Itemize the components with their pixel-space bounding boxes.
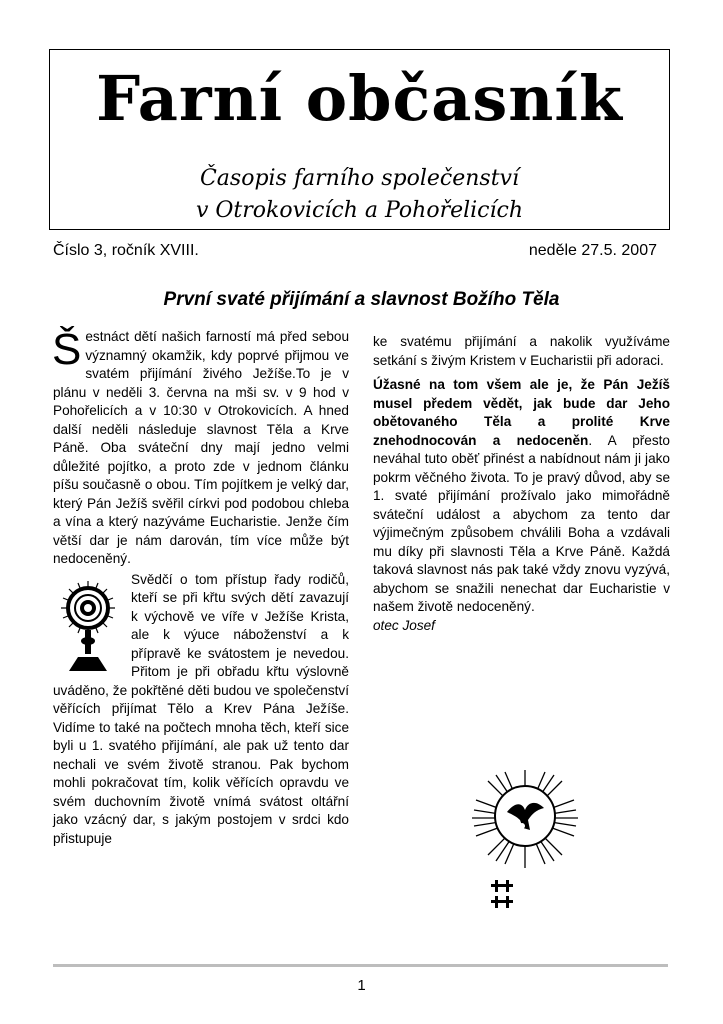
issue-number: Číslo 3, ročník XVIII.	[53, 242, 199, 259]
drop-cap: Š	[52, 325, 82, 374]
newsletter-subtitle-line2: v Otrokovicích a Pohořelicích	[195, 198, 524, 223]
newsletter-subtitle-line1: Časopis farního společenství	[199, 166, 520, 191]
paragraph-4-text: . A přesto neváhal tuto oběť přinést a nabídnout nám ji jako pokrm věčného života. To je pravý důvod, aby se 1. svaté přijímání prožívalo jako mimořádně sváteční událost a abychom za tento dar výjimečným způsobem chválili Boha a vzdávali mu díky při slavnosti Těla a Krve Páně. Každá taková slavnost nás pak také vždy znovu vyzývá, abychom se snažili nenechat dar Eucharistie v našem životě nedoceněný.	[373, 432, 670, 614]
paragraph-1-text: estnáct dětí našich farností má před sebou významný okamžik, kdy poprvé přijmou ve svatém přijímání živého Ježíše.To je v plánu v neděli 3. června na mši sv. v 9 hod v Pohořelicích a v 10:30 v Otrokovicích. A hned další neděli následuje slavnost Těla a Krve Páně. Oba sváteční dny mají jedno velmi důležité pojítko, a proto zde v jednom článku píšu současně o obou. Tím pojítkem je velký dar, který Pán Ježíš svěřil církvi pod podobou chleba a vína a který nazýváme Eucharistie. Jenže čím větší dar je nám darován, tím více může být nedoceněný.	[53, 329, 349, 566]
article-left-column	[52, 325, 349, 848]
article-paragraph-2	[53, 571, 349, 849]
footer-rule	[53, 964, 668, 967]
paragraph-2-text: Svědčí o tom přístup řady rodičů, kteří se při křtu svých dětí zavazují k výchově ve víře v Ježíše Krista, ale k výuce náboženství a k přípravě ke svátostem je nevedou. Přitom je při obřadu křtu výslovně uváděno, že pokřtěné děti budou ve společenství věřících přijímat Tělo a Krev Pána Ježíše. Vidíme to také na počtech mnoha těch, kteří sice byli u 1. svatého přijímání, ale pak už tento dar nechali ve svém životě stranou. Pak bychom mohli pokračovat tím, kolik věřících opravdu ve svém duchovním životě vnímá svátost oltářní jako vzácný dar, s jakým postojem v srdci kdo přistupuje	[53, 571, 349, 846]
newsletter-title: Farní občasník	[96, 62, 623, 135]
author-signature: otec Josef	[373, 617, 435, 633]
monstrance-icon	[53, 575, 123, 675]
issue-date: neděle 27.5. 2007	[528, 242, 657, 259]
article-paragraph-3: ke svatému přijímání a nakolik využíváme setkání s živým Kristem v Eucharistii při adoraci.	[373, 334, 670, 368]
article-paragraph-4	[373, 376, 670, 617]
page-number: 1	[357, 977, 366, 994]
article-right-column	[373, 333, 670, 635]
article-headline: První svaté přijímání a slavnost Božího Těla	[163, 289, 560, 310]
paragraph-4-bold-text: Úžasné na tom všem ale je, že Pán Ježíš musel předem vědět, jak bude dar Jeho obětovaného Těla a prolité Krve znehodnocován a nedoceněn	[373, 377, 670, 448]
masthead	[49, 49, 670, 230]
article-paragraph-1	[52, 325, 349, 569]
host-with-dove-icon	[470, 768, 580, 918]
